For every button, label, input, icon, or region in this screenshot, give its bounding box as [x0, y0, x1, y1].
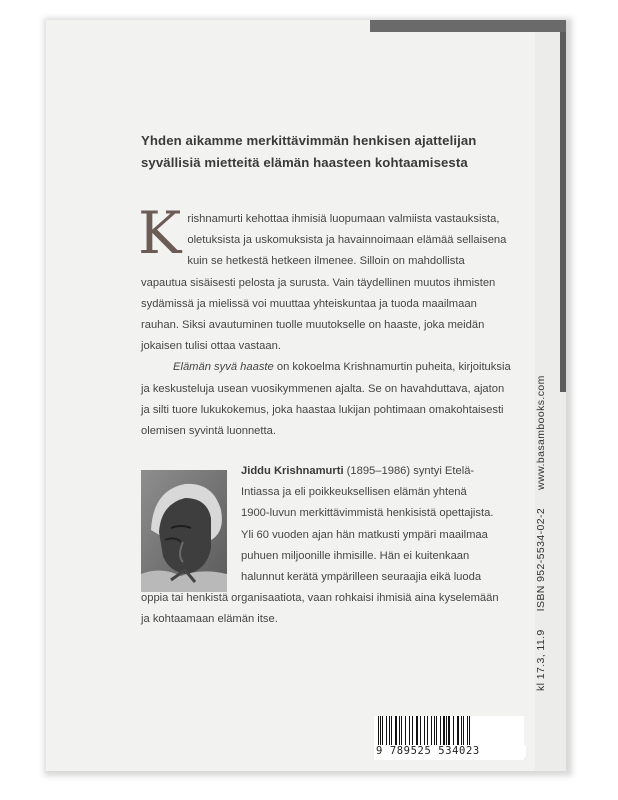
barcode-bar — [434, 716, 435, 746]
barcode-bar — [463, 716, 464, 746]
description-paragraph-1 — [138, 199, 511, 357]
barcode-bar — [427, 716, 428, 746]
drop-cap: K — [138, 199, 182, 267]
barcode-bar — [380, 716, 381, 746]
spine-website: www.basambooks.com — [535, 375, 547, 490]
bio-line-3: 1900-luvun merkittävimmistä henkisistä opettajista. — [241, 507, 494, 520]
barcode-bar — [453, 716, 454, 746]
description-paragraph-2 — [141, 357, 511, 442]
bio-line-1: Jiddu Krishnamurti (1895–1986) syntyi Etelä- — [241, 465, 475, 477]
paragraph-2-text: on kokoelma Krishnamurtin puheita, kirjoituksia ja keskusteluja usean vuosikymmenen ajalta. Se on havahduttava, ajaton ja silti tuore lukukokemus, joka haastaa lukijan pohtimaan omakohtaisesti olemisen syvintä luonnetta. — [141, 361, 511, 438]
bio-line-4: Yli 60 vuoden ajan hän matkusti ympäri maailmaa — [241, 528, 488, 541]
paragraph-1-text: rishnamurti kehottaa ihmisiä luopumaan valmiista vastauksista, oletuksista ja uskomuksista ja havainnoimaan elämää sellaisena kuin se hetkestä hetkeen ilmenee. Silloin on mahdollista vapautua sisäisesti pelosta ja surusta. Vain täydellinen muutos ihmisten sydämissä ja mielissä voi muuttaa yhteiskuntaa ja tuoda maailmaan rauhan. Siksi avautuminen tuolle muutokselle on haaste, joka meidän jokaisen tulisi ottaa vastaan. — [141, 213, 507, 353]
barcode-number: 9 789525 534023 — [376, 745, 526, 757]
barcode-bar — [431, 716, 432, 746]
spine-isbn: ISBN 952-5534-02-2 — [535, 507, 547, 612]
barcode-bar — [409, 716, 410, 746]
barcode-bars — [374, 716, 524, 746]
barcode-bar — [382, 716, 383, 746]
barcode-bar — [443, 716, 445, 746]
barcode-bar — [469, 716, 470, 746]
author-bio — [141, 461, 513, 631]
headline-line-2: syvällisiä mietteitä elämän haasteen kohtaamisesta — [141, 155, 468, 170]
barcode-bar — [386, 716, 387, 746]
bio-line-2: Intiassa ja eli poikkeuksellisen elämän yhtenä — [241, 486, 467, 499]
barcode-bar — [420, 716, 421, 746]
barcode-bar — [440, 716, 441, 746]
barcode-bar — [378, 716, 379, 746]
spine-top-edge — [370, 20, 566, 32]
barcode-bar — [399, 716, 400, 746]
spine-classification: kl 17.3, 11.9 — [535, 629, 547, 691]
bio-line-7: oppia tai henkistä organisaatiota, vaan rohkaisi ihmisiä aina kyselemään — [141, 592, 499, 605]
headline-line-1: Yhden aikamme merkittävimmän henkisen ajattelijan — [141, 133, 477, 148]
barcode-bar — [395, 716, 397, 746]
barcode-bar — [405, 716, 406, 746]
author-name: Jiddu Krishnamurti — [241, 465, 344, 477]
barcode-bar — [436, 716, 437, 746]
bio-line-5: puhuen miljoonille ihmisille. Hän ei kuitenkaan — [241, 549, 470, 562]
barcode-bar — [467, 716, 468, 746]
barcode-bar — [391, 716, 392, 746]
barcode-bar — [457, 716, 459, 746]
bio-line-8: ja kohtaamaan elämän itse. — [141, 613, 278, 626]
description — [138, 199, 511, 442]
spine-text — [527, 331, 555, 691]
barcode-bar — [416, 716, 418, 746]
barcode-bar — [424, 716, 425, 746]
headline — [141, 130, 521, 174]
barcode-bar — [401, 716, 402, 746]
barcode-bar — [389, 716, 390, 746]
barcode-bar — [461, 716, 462, 746]
barcode-bar — [446, 716, 447, 746]
barcode-bar — [448, 716, 450, 746]
spine-edge — [560, 20, 566, 392]
barcode-bar — [412, 716, 413, 746]
bio-line-6: halunnut kerätä ympärilleen seuraajia eikä luoda — [241, 571, 482, 584]
book-title: Elämän syvä haaste — [173, 361, 274, 374]
